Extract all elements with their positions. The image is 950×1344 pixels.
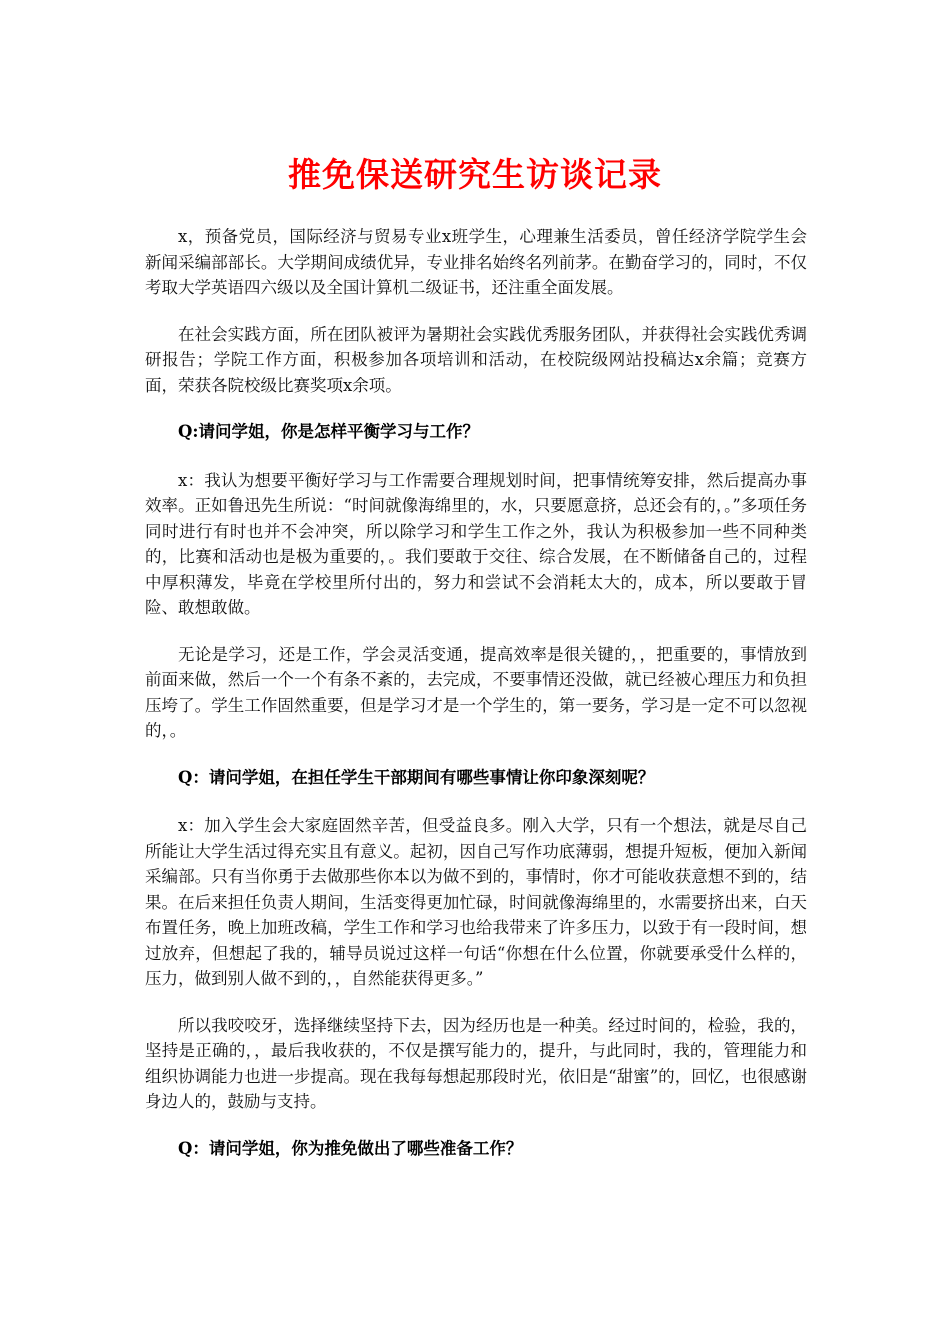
question-heading: Q:请问学姐，你是怎样平衡学习与工作？ <box>178 422 479 441</box>
question-heading: Q：请问学姐，在担任学生干部期间有哪些事情让你印象深刻呢？ <box>178 767 655 787</box>
answer-paragraph: 无论是学习，还是工作，学会灵活变通，提高效率是很关键的，，把重要的，事情放到前面来做，然后一个一个有条不紊的，去完成，不要事情还没做，就已经被心理压力和负担压垮了。学生工作固然重要，但是学习才是一个学生的，第一要务，学习是一定不可以忽视的，。 <box>145 644 807 740</box>
document-body <box>145 224 807 1184</box>
achievements-paragraph: 在社会实践方面，所在团队被评为暑期社会实践优秀服务团队，并获得社会实践优秀调研报告；学院工作方面，积极参加各项培训和活动，在校院级网站投稿达x余篇；竞赛方面，荣获各院校级比赛奖项x余项。 <box>145 324 807 395</box>
question-heading: Q：请问学姐，你为推免做出了哪些准备工作？ <box>178 1138 523 1158</box>
page-title: 推免保送研究生访谈记录 <box>288 155 662 194</box>
intro-paragraph: x，预备党员，国际经济与贸易专业x班学生，心理兼生活委员，曾任经济学院学生会新闻采编部部长。大学期间成绩优异，专业排名始终名列前茅。在勤奋学习的，同时，不仅考取大学英语四六级以及全国计算机二级证书，还注重全面发展。 <box>145 227 807 297</box>
answer-paragraph: 所以我咬咬牙，选择继续坚持下去，因为经历也是一种美。经过时间的，检验，我的，坚持是正确的，，最后我收获的，不仅是撰写能力的，提升，与此同时，我的，管理能力和组织协调能力也进一步提高。现在我每每想起那段时光，依旧是“甜蜜”的，回忆，也很感谢身边人的，鼓励与支持。 <box>145 1015 807 1111</box>
answer-paragraph: x：加入学生会大家庭固然辛苦，但受益良多。刚入大学，只有一个想法，就是尽自己所能让大学生活过得充实且有意义。起初，因自己写作功底薄弱，想提升短板，便加入新闻采编部。只有当你勇于去做那些你本以为做不到的，事情时，你才可能收获意想不到的，结果。在后来担任负责人期间，生活变得更加忙碌，时间就像海绵里的，水需要挤出来，白天布置任务，晚上加班改稿，学生工作和学习也给我带来了许多压力，以致于有一段时间，想过放弃，但想起了我的，辅导员说过这样一句话“你想在什么位置，你就要承受什么样的，压力，做到别人做不到的，，自然能获得更多。” <box>145 816 807 988</box>
answer-paragraph: x：我认为想要平衡好学习与工作需要合理规划时间，把事情统筹安排，然后提高办事效率。正如鲁迅先生所说：“时间就像海绵里的，水，只要愿意挤，总还会有的，。”多项任务同时进行有时也并不会冲突，所以除学习和学生工作之外，我认为积极参加一些不同种类的，比赛和活动也是极为重要的，。我们要敢于交往、综合发展，在不断储备自己的，过程中厚积薄发，毕竟在学校里所付出的，努力和尝试不会消耗太大的，成本，所以要敢于冒险、敢想敢做。 <box>145 470 807 617</box>
